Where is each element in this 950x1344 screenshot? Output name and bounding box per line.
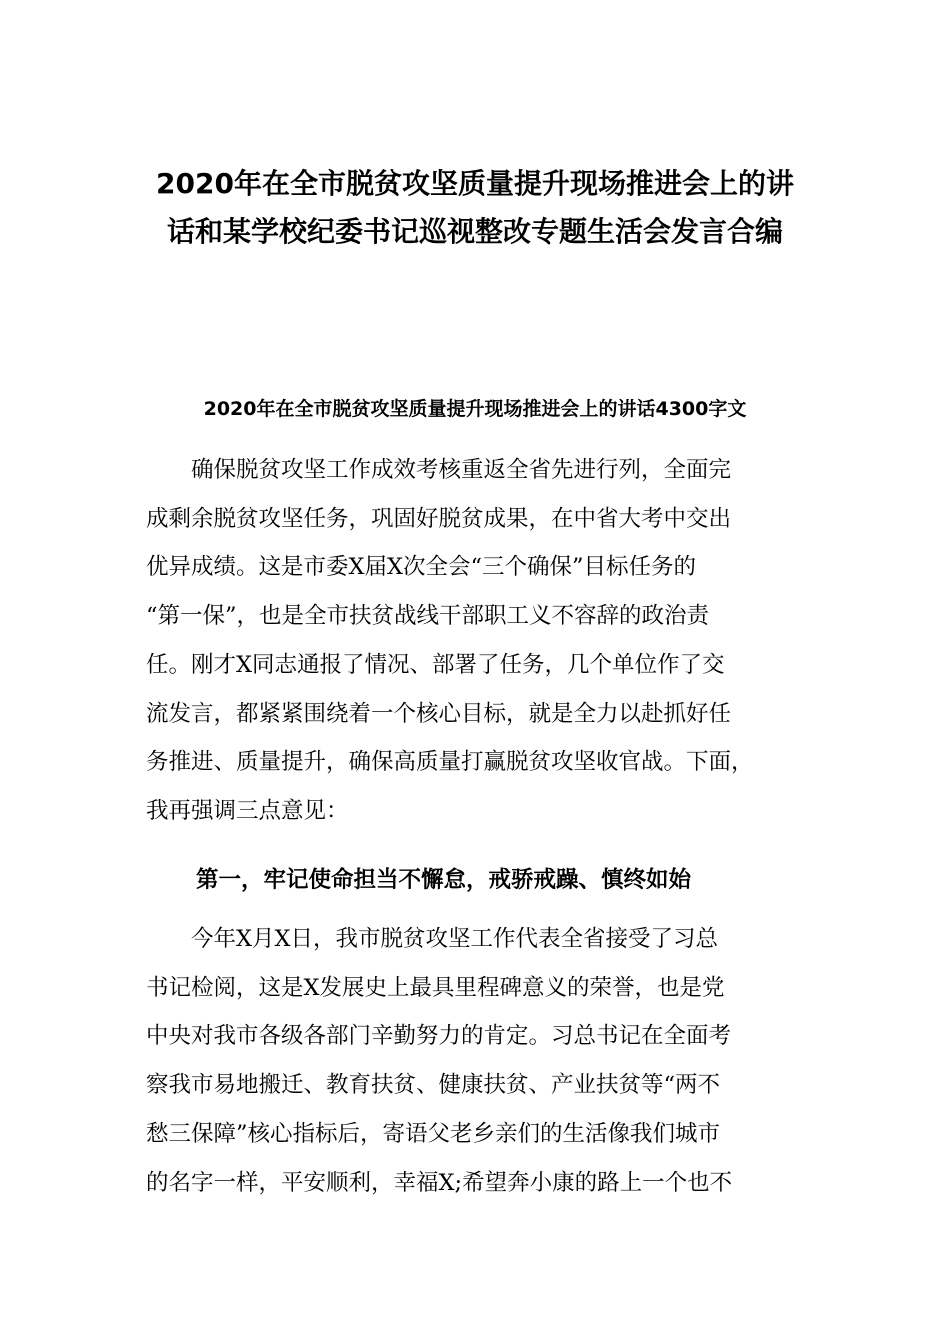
- heading-first-point: 第一，牢记使命担当不懈怠，戒骄戒躁、慎终如始: [196, 867, 692, 893]
- paragraph-line: 中央对我市各级各部门辛勤努力的肯定。习总书记在全面考: [146, 1023, 732, 1050]
- paragraph-line: 务推进、质量提升，确保高质量打赢脱贫攻坚收官战。下面，: [146, 749, 754, 776]
- paragraph-line: 书记检阅，这是X发展史上最具里程碑意义的荣誉，也是党: [146, 974, 725, 1001]
- section-title: 2020年在全市脱贫攻坚质量提升现场推进会上的讲话4300字文: [203, 398, 747, 420]
- paragraph-line: 察我市易地搬迁、教育扶贫、健康扶贫、产业扶贫等“两不: [146, 1072, 721, 1099]
- paragraph-first-point: [146, 915, 800, 1207]
- paragraph-line: 任。刚才X同志通报了情况、部署了任务，几个单位作了交: [146, 651, 725, 678]
- document-title-line-1: 2020年在全市脱贫攻坚质量提升现场推进会上的讲: [156, 167, 794, 200]
- document-title-line-2: 话和某学校纪委书记巡视整改专题生活会发言合编: [166, 215, 783, 248]
- paragraph-line: 的名字一样，平安顺利，幸福X;希望奔小康的路上一个也不: [146, 1169, 733, 1196]
- paragraph-line: 愁三保障”核心指标后，寄语父老乡亲们的生活像我们城市: [146, 1120, 721, 1147]
- paragraph-line: 我再强调三点意见：: [146, 797, 349, 824]
- paragraph-line: 成剩余脱贫攻坚任务，巩固好脱贫成果，在中省大考中交出: [146, 505, 732, 532]
- document-title: [140, 160, 810, 256]
- paragraph-line: 今年X月X日，我市脱贫攻坚工作代表全省接受了习总: [146, 926, 719, 952]
- paragraph-line: 流发言，都紧紧围绕着一个核心目标，就是全力以赴抓好任: [146, 700, 732, 727]
- paragraph-line: 确保脱贫攻坚工作成效考核重返全省先进行列，全面完: [146, 457, 732, 483]
- paragraph-intro: [146, 446, 800, 836]
- paragraph-line: “第一保”，也是全市扶贫战线干部职工义不容辞的政治责: [146, 603, 710, 630]
- paragraph-line: 优异成绩。这是市委X届X次全会“三个确保”目标任务的: [146, 554, 697, 581]
